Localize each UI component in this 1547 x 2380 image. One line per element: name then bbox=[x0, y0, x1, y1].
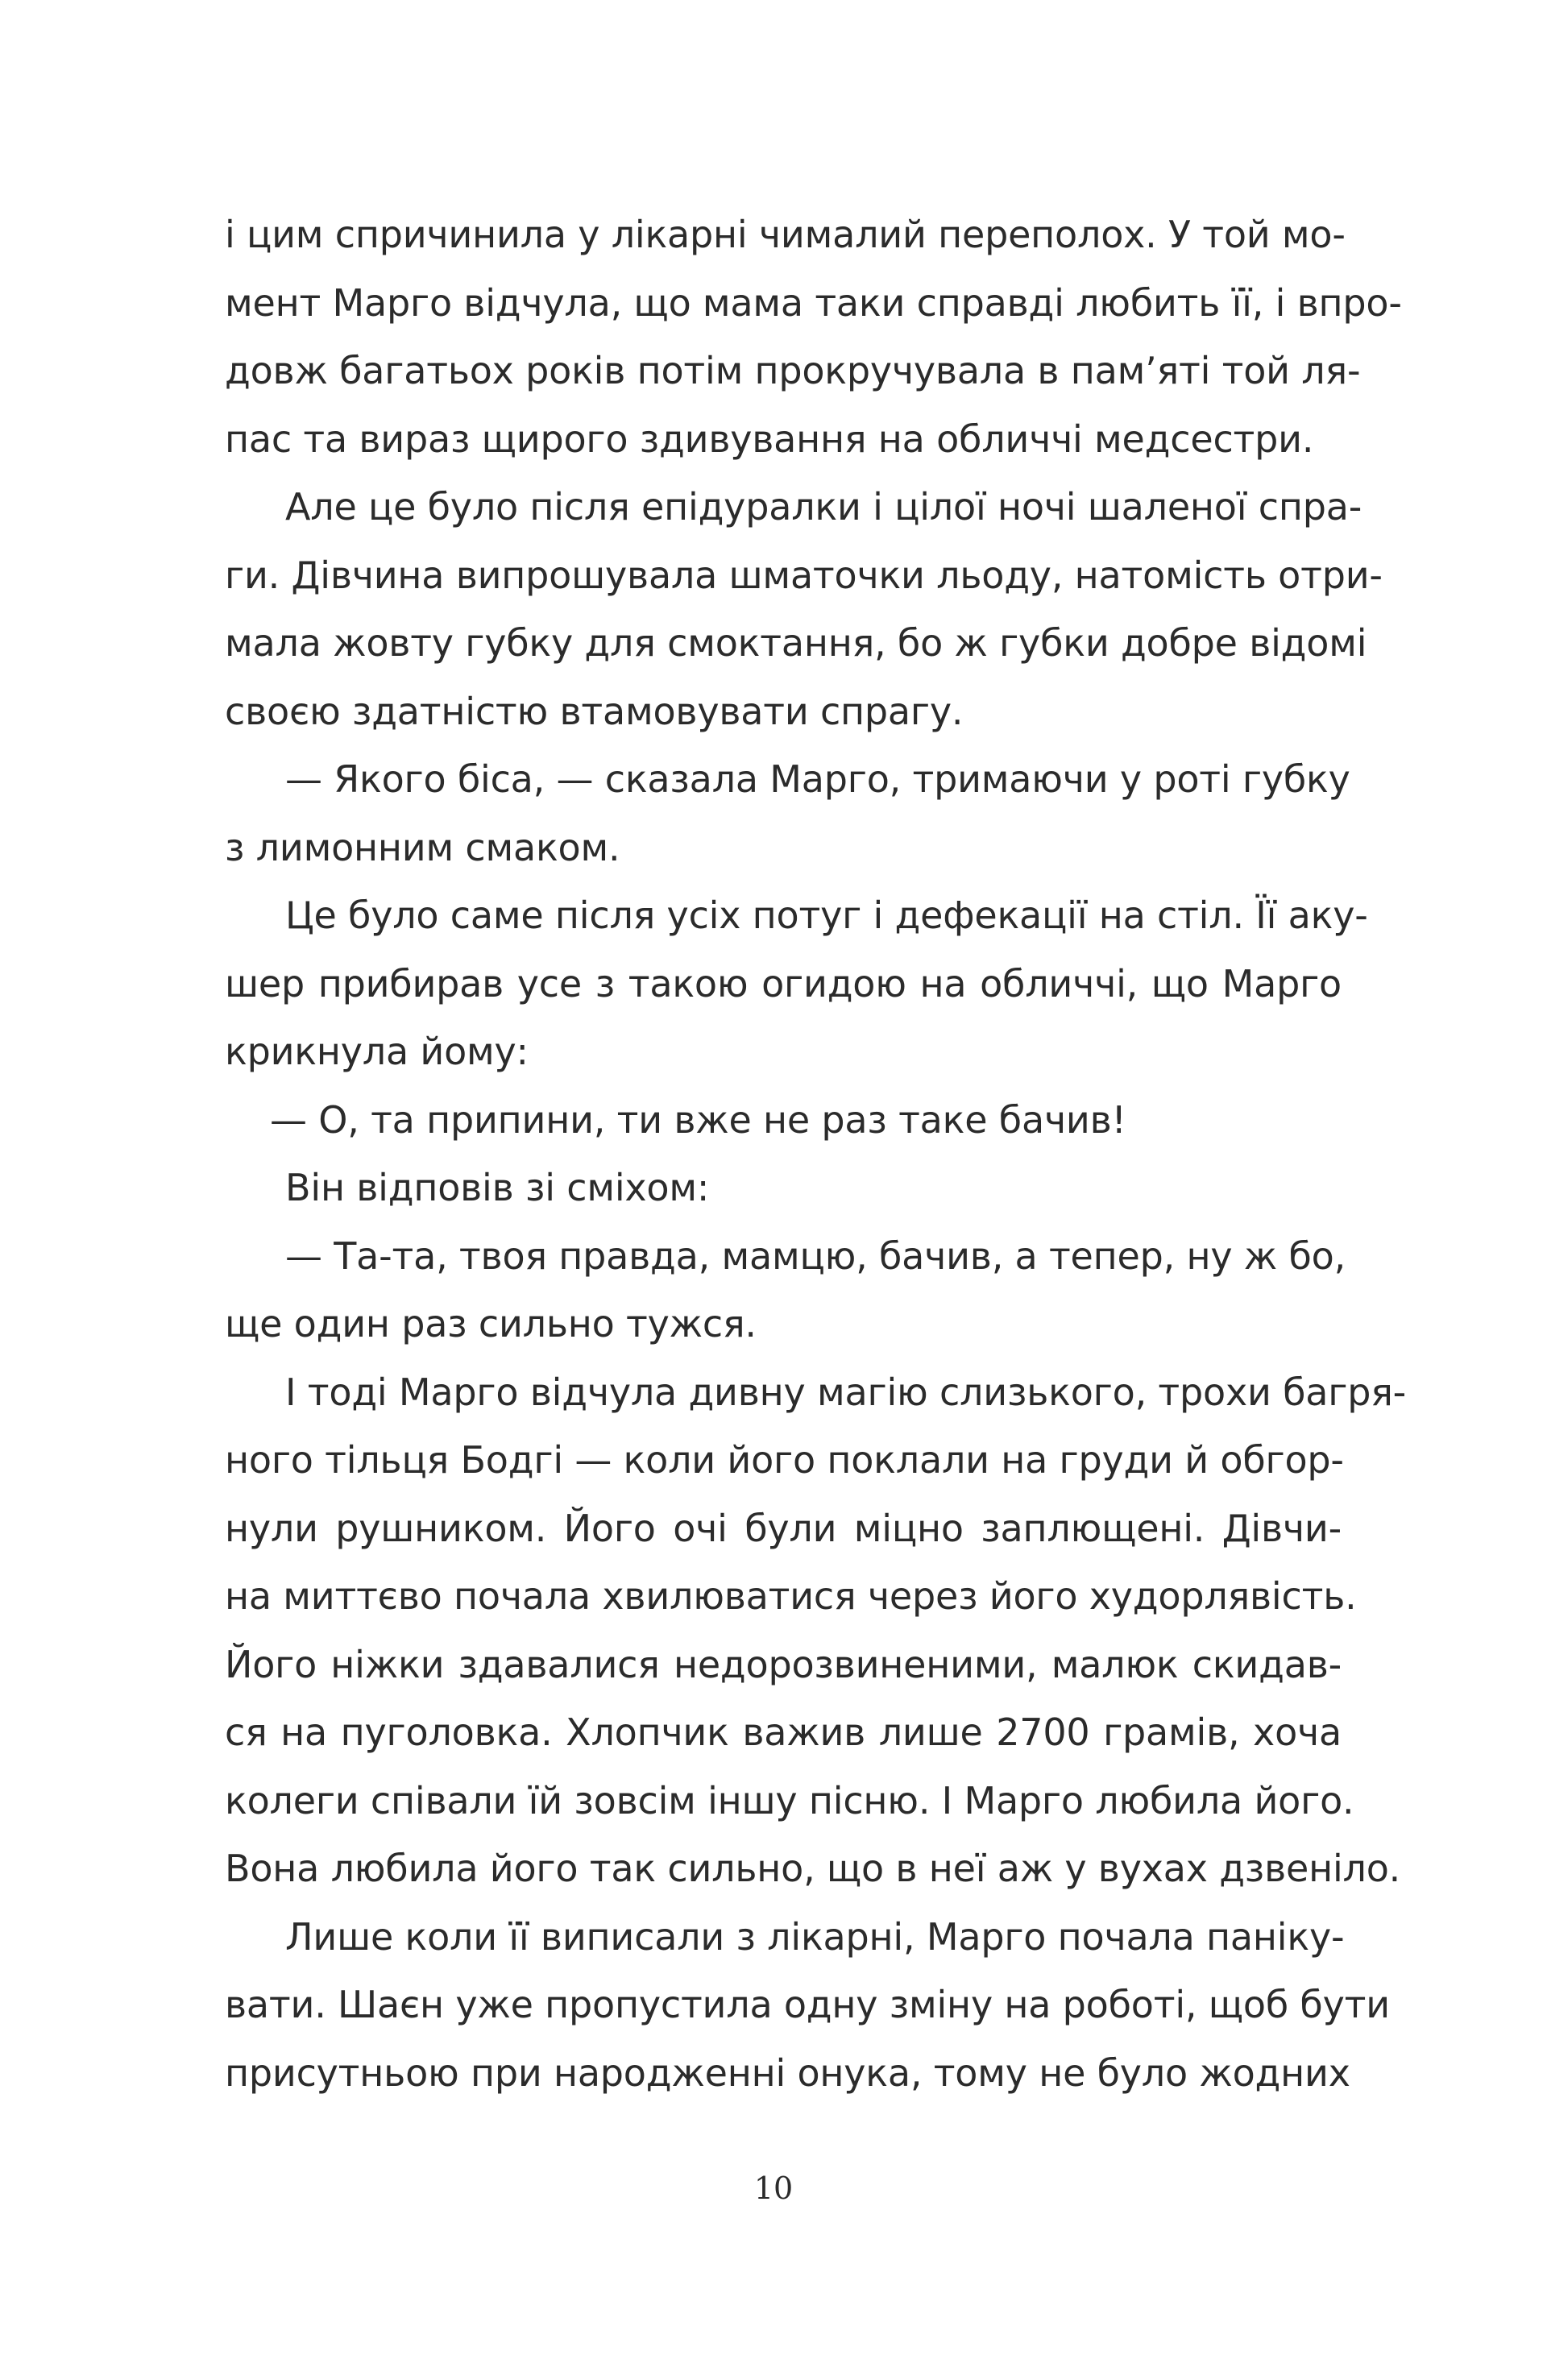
text-line: з лимонним смаком. bbox=[225, 825, 620, 869]
text-line: Він відповів зі сміхом: bbox=[285, 1166, 710, 1209]
text-line: і цим спричинила у лікарні чималий переполох. У той мо- bbox=[225, 213, 1346, 256]
text-line: своєю здатністю втамовувати спрагу. bbox=[225, 689, 964, 733]
text-line: ся на пуголовка. Хлопчик важив лише 2700 грамів, хоча bbox=[225, 1710, 1342, 1754]
text-line: ще один раз сильно тужся. bbox=[225, 1302, 757, 1345]
text-line: довж багатьох років потім прокручувала в пам’яті той ля- bbox=[225, 349, 1361, 392]
text-line: Але це було після епідуралки і цілої ночі шаленої спра- bbox=[285, 485, 1362, 529]
text-line: колеги співали їй зовсім іншу пісню. І Марго любила його. bbox=[225, 1778, 1354, 1822]
text-line: на миттєво почала хвилюватися через його худорлявість. bbox=[225, 1574, 1357, 1618]
text-line: присутньою при народженні онука, тому не було жодних bbox=[225, 2050, 1350, 2095]
text-line: — Якого біса, — сказала Марго, тримаючи у роті губку bbox=[285, 757, 1350, 801]
text-line: Вона любила його так сильно, що в неї аж у вухах дзвеніло. bbox=[225, 1847, 1401, 1890]
text-line: мала жовту губку для смоктання, бо ж губки добре відомі bbox=[225, 621, 1367, 665]
text-line: — Та-та, твоя правда, мамцю, бачив, а тепер, ну ж бо, bbox=[285, 1234, 1346, 1278]
text-line: Його ніжки здавалися недорозвиненими, малюк скидав- bbox=[225, 1642, 1342, 1686]
text-line: вати. Шаєн уже пропустила одну зміну на роботі, щоб бути bbox=[225, 1983, 1390, 2026]
text-line: шер прибирав усе з такою огидою на обличчі, що Марго bbox=[225, 961, 1342, 1005]
text-line: ного тільця Бодгі — коли його поклали на груди й обгор- bbox=[225, 1438, 1344, 1482]
text-line: пас та вираз щирого здивування на обличчі медсестри. bbox=[225, 417, 1314, 461]
body-text bbox=[225, 201, 1407, 2107]
text-line: Це було саме після усіх потуг і дефекації на стіл. Її аку- bbox=[285, 894, 1368, 937]
page-number: 10 bbox=[753, 2171, 794, 2206]
text-line: мент Марго відчула, що мама таки справді любить її, і впро- bbox=[225, 280, 1402, 325]
text-line: крикнула йому: bbox=[225, 1030, 529, 1073]
text-line: ги. Дівчина випрошувала шматочки льоду, натомість отри- bbox=[225, 553, 1383, 597]
text-line: — О, та припини, ти вже не раз таке бачив! bbox=[270, 1097, 1126, 1142]
text-line: нули рушником. Його очі були міцно заплющені. Дівчи- bbox=[225, 1506, 1342, 1550]
text-line: Лише коли її виписали з лікарні, Марго почала паніку- bbox=[285, 1914, 1345, 1959]
text-line: І тоді Марго відчула дивну магію слизького, трохи багря- bbox=[285, 1370, 1407, 1414]
